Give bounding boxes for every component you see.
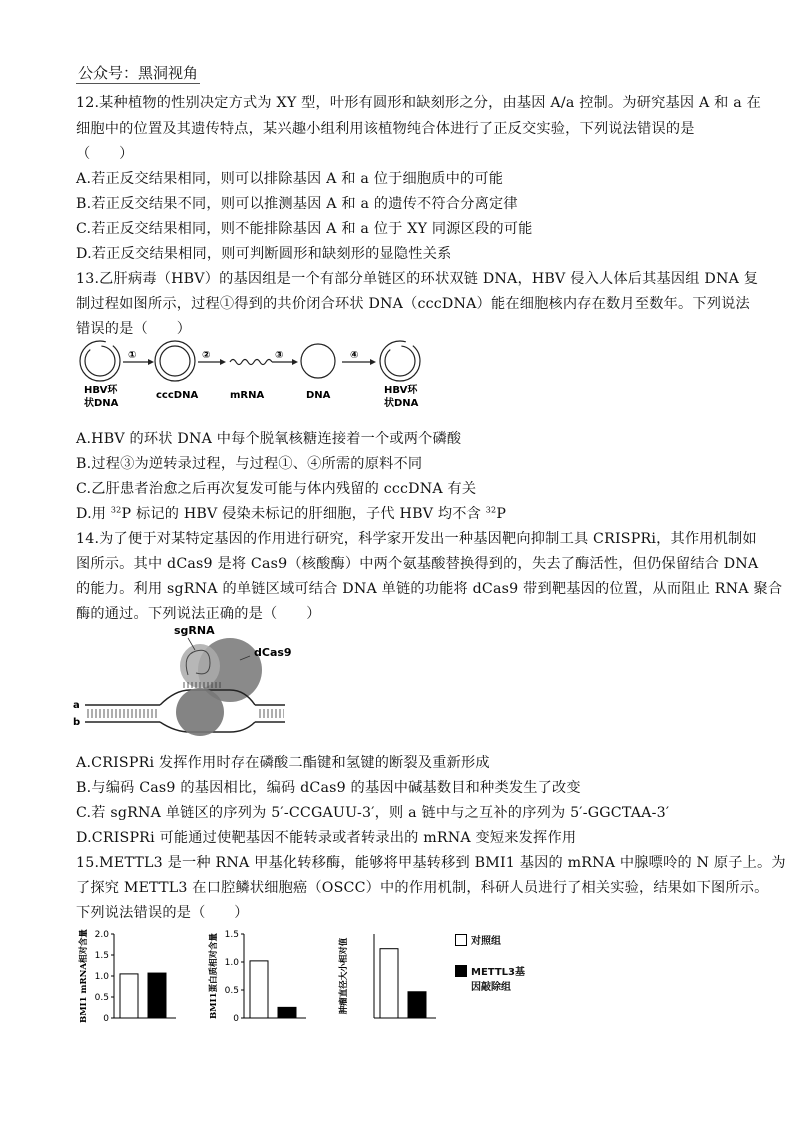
y-axis-label: 肿瘤直径大小相对值 [339, 937, 349, 1015]
q13-option-c: C.乙肝患者治愈之后再次复发可能与体内残留的 cccDNA 有关 [76, 481, 477, 497]
crispri-diagram [70, 620, 300, 740]
sgrna-pairing [182, 682, 222, 688]
q12-option-d: D.若正反交结果相同，则可判断圆形和缺刻形的显隐性关系 [76, 246, 452, 262]
dna-circle [301, 344, 335, 378]
q15-stem-3: 下列说法错误的是（ ） [76, 905, 249, 921]
q13-stem-1: 13.乙肝病毒（HBV）的基因组是一个有部分单链区的环状双链 DNA，HBV 侵入人体后其基因组 DNA 复 [76, 271, 759, 287]
label-dcas9: dCas9 [254, 646, 292, 659]
y-tick-label: 0.5 [224, 986, 239, 996]
label-mrna: mRNA [230, 390, 265, 401]
bar-knockout [408, 992, 426, 1018]
q14-option-a: A.CRISPRi 发挥作用时存在磷酸二酯键和氢键的断裂及重新形成 [76, 755, 490, 771]
cccdna-circle [155, 341, 195, 381]
q12-option-a: A.若正反交结果相同，则可以排除基因 A 和 a 位于细胞质中的可能 [76, 171, 504, 187]
base-pairs-left [86, 709, 158, 718]
legend-label-control: 对照组 [471, 936, 501, 947]
label-dna: DNA [306, 390, 331, 401]
legend-label-knockout-1: METTL3基 [471, 967, 525, 978]
q13-stem-2: 制过程如图所示，过程①得到的共价闭合环状 DNA（cccDNA）能在细胞核内存在数月至数年。下列说法 [76, 296, 750, 312]
label-strand-b: b [73, 717, 81, 728]
q13-d-pre: D.用 [76, 506, 111, 522]
q14-option-c: C.若 sgRNA 单链区的序列为 5′-CCGAUU-3′，则 a 链中与之互补的序列为 5′-GGCTAA-3′ [76, 805, 670, 821]
q12-option-b: B.若正反交结果不同，则可以推测基因 A 和 a 的遗传不符合分离定律 [76, 196, 518, 212]
y-tick-label: 2.0 [94, 930, 109, 940]
legend-label-knockout-2: 因敲除组 [471, 982, 511, 993]
q14-stem-1: 14.为了便于对某特定基因的作用进行研究，科学家开发出一种基因靶向抑制工具 CRISPRi，其作用机制如 [76, 531, 757, 547]
arrow-1-head [148, 359, 154, 365]
q13-stem-3: 错误的是（ ） [76, 321, 192, 337]
hbv-dna-circle-1 [80, 341, 120, 381]
y-tick-label: 1.5 [224, 930, 239, 940]
q13-d-end: P [496, 506, 507, 522]
y-tick-label: 0.5 [94, 993, 109, 1003]
bar-control [250, 961, 268, 1018]
y-tick-label: 1.0 [94, 972, 109, 982]
label-strand-a: a [73, 700, 80, 711]
q14-option-d: D.CRISPRi 可能通过使靶基因不能转录或者转录出的 mRNA 变短来发挥作用 [76, 830, 577, 846]
label-hbv-dna-1a: HBV环 [84, 385, 118, 396]
base-pairs-right [258, 709, 284, 718]
watermark-header: 公众号：黑洞视角 [78, 64, 199, 82]
bar-knockout [278, 1007, 296, 1018]
chart-bmi1-mrna [76, 922, 186, 1032]
label-hbv-dna-1b: 状DNA [84, 398, 119, 409]
q13-option-b: B.过程③为逆转录过程，与过程①、④所需的原料不同 [76, 456, 423, 472]
q14-stem-4: 酶的通过。下列说法正确的是（ ） [76, 606, 321, 622]
arrow-4-head [370, 359, 376, 365]
y-tick-label: 1.0 [224, 958, 239, 968]
q14-stem-3: 的能力。利用 sgRNA 的单链区域可结合 DNA 单链的功能将 dCas9 带到靶基因的位置，从而阻止 RNA 聚合 [76, 581, 783, 597]
q13-option-d [76, 503, 506, 523]
hbv-dna-circle-2 [380, 341, 420, 381]
bar-control [380, 949, 398, 1018]
q14-option-b: B.与编码 Cas9 的基因相比，编码 dCas9 的基因中碱基数目和种类发生了改变 [76, 780, 581, 796]
dcas9-lower-lobe [176, 688, 224, 736]
q12-option-c: C.若正反交结果相同，则不能排除基因 A 和 a 位于 XY 同源区段的可能 [76, 221, 533, 237]
q13-d-sup2: 32 [485, 505, 497, 515]
q15-stem-2: 了探究 METTL3 在口腔鳞状细胞癌（OSCC）中的作用机制，科研人员进行了相关实验，结果如下图所示。 [76, 880, 769, 896]
y-tick-label: 0 [103, 1014, 109, 1024]
y-tick-label: 1.5 [94, 951, 109, 961]
y-tick-label: 0 [233, 1014, 239, 1024]
q12-paren: （ ） [76, 146, 134, 162]
arrow-2-head [220, 359, 226, 365]
legend-swatch-control [455, 934, 467, 946]
arrow-3-head [292, 359, 298, 365]
label-sgrna: sgRNA [174, 624, 215, 637]
label-cccdna: cccDNA [156, 390, 199, 401]
label-hbv-dna-2b: 状DNA [384, 398, 419, 409]
q13-d-mid: P 标记的 HBV 侵染未标记的肝细胞，子代 HBV 均不含 [121, 506, 486, 522]
step-3-label: ③ [275, 350, 284, 361]
y-axis-label: BMI1 mRNA相对含量 [79, 929, 89, 1023]
step-4-label: ④ [350, 350, 359, 361]
q12-stem-2: 细胞中的位置及其遗传特点，某兴趣小组利用该植物纯合体进行了正反交实验，下列说法错误的是 [76, 121, 695, 137]
legend-swatch-knockout [455, 965, 467, 977]
q15-stem-1: 15.METTL3 是一种 RNA 甲基化转移酶，能够将甲基转移到 BMI1 基因的 mRNA 中腺嘌呤的 N 原子上。为 [76, 855, 786, 871]
q14-stem-2: 图所示。其中 dCas9 是将 Cas9（核酸酶）中两个氨基酸替换得到的，失去了酶活性，但仍保留结合 DNA [76, 556, 759, 572]
q12-stem-1: 12.某种植物的性别决定方式为 XY 型，叶形有圆形和缺刻形之分，由基因 A/a 控制。为研究基因 A 和 a 在 [76, 95, 762, 111]
step-1-label: ① [128, 350, 137, 361]
bar-knockout [148, 973, 166, 1018]
q13-d-sup: 32 [110, 505, 122, 515]
chart-tumor-diameter [336, 922, 446, 1032]
y-axis-label: BMI1蛋白质相对含量 [209, 933, 219, 1019]
chart-bmi1-protein [206, 922, 316, 1032]
step-2-label: ② [202, 350, 211, 361]
hbv-replication-diagram [70, 335, 430, 415]
label-hbv-dna-2a: HBV环 [384, 385, 418, 396]
q13-option-a: A.HBV 的环状 DNA 中每个脱氧核糖连接着一个或两个磷酸 [76, 431, 462, 447]
mrna-wave [230, 360, 272, 365]
bar-control [120, 974, 138, 1018]
chart-legend [455, 932, 525, 993]
